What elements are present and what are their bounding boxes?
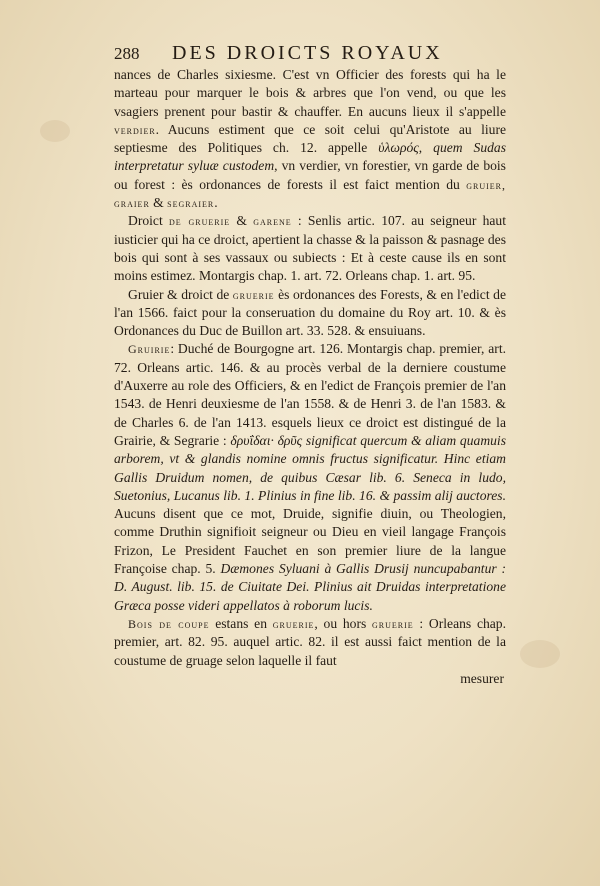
paper-stain (520, 640, 560, 668)
small-caps-term: garene (253, 214, 292, 229)
small-caps-term: gruerie (232, 287, 275, 302)
catchword: mesurer (460, 670, 504, 686)
paragraph-verdier: nances de Charles sixiesme. C'est vn Officier des forests qui ha le marteau pour marquer le bois & arbres que l'on vend, ou que les vsagiers prenent pour bastir & chauffer. En aucuns lieux il s'appelle verdier. Aucuns estiment que ce soit celui qu'Aristote au liure septiesme des Politiques ch. 12. appelle ὑλωρός, quem Sudas interpretatur syluæ custodem, vn verdier, vn forestier, vn garde de bois ou forest : ès ordonances de forests il est faict mention du gruier, graier & segraier. (114, 67, 507, 211)
small-caps-term: gruier, graier (114, 177, 506, 211)
small-caps-term: de gruerie (168, 214, 231, 229)
paper-stain (40, 120, 70, 142)
paragraph-gruirie: Gruirie: Duché de Bourgogne art. 126. Montargis chap. premier, art. 72. Orleans artic. 146. & au procès verbal de la derniere coustume d'Auxerre au role des Officiers, & en l'edict de François premier de l'an 1543. de Henri deuxiesme de l'an 1558. & de Henri 3. de l'an 1583. & de Charles 6. de l'an 1413. esquels lieux ce droict est distingué de la Grairie, & Segrarie : δρυΐδαι· δρῦς significat quercum & aliam quamuis arborem, vt & glandis nomine omnis fructus significatur. Hinc etiam Gallis Druidum nomen, de quibus Cæsar lib. 6. Seneca in ludo, Suetonius, Lucanus lib. 1. Plinius in fine lib. 16. & passim alij auctores. Aucuns disent que ce mot, Druide, signifie diuin, ou Theologien, comme Druthin signifioit seigneur ou Dieu en vieil langage François Frizon, Le President Fauchet en son premier liure de la langue Françoise chap. 5. Dæmones Syluani à Gallis Drusij nuncupabantur : D. August. lib. 15. de Ciuitate Dei. Plinius ait Druidas interpretatione Græca posse videri appellatos à roborum lucis. (114, 341, 507, 613)
small-caps-term: Bois de coupe (128, 616, 210, 631)
page-number: 288 (114, 44, 140, 63)
small-caps-term: gruerie (372, 616, 414, 631)
small-caps-term: gruerie (272, 616, 315, 631)
small-caps-term: verdier (114, 122, 156, 137)
paragraph-gruier: Gruier & droict de gruerie ès ordonances des Forests, & en l'edict de l'an 1566. faict pour la conseruation du domaine du Roy art. 10. & ès Ordonances du Duc de Buillon art. 33. 528. & ensuiuans. (114, 286, 506, 339)
paragraph-bois-de-coupe: Bois de coupe estans en gruerie, ou hors gruerie : Orleans chap. premier, art. 82. 95. auquel artic. 82. il est aussi faict mention de la coustume de gruage selon laquelle il faut mesurer (114, 615, 506, 688)
latin-quote: quem Sudas interpretatur syluæ custodem (114, 140, 507, 174)
small-caps-term: Gruirie (128, 342, 171, 357)
small-caps-term: segraier (167, 196, 215, 211)
greek-word: δρυΐδαι· δρῦς (230, 432, 303, 448)
latin-passage: Dæmones Syluani à Gallis Drusij nuncupabantur : D. August. lib. 15. de Ciuitate Dei. Plinius ait Druidas interpretatione Græca posse videri appellatos à roborum lucis. (114, 561, 506, 613)
latin-passage: significat quercum & aliam quamuis arborem, vt & glandis nomine omnis fructus significatur. Hinc etiam Gallis Druidum nomen, de quibus Cæsar lib. 6. Seneca in ludo, Suetonius, Lucanus lib. 1. Plinius in fine lib. 16. & passim alij auctores. (114, 432, 507, 503)
running-head: DES DROICTS ROYAUX (172, 42, 443, 64)
greek-word: ὑλωρός (378, 140, 419, 156)
text-block (114, 66, 506, 688)
paragraph-droict-gruerie: Droict de gruerie & garene : Senlis artic. 107. au seigneur haut iusticier qui ha ce droict, apertient la chasse & la paisson & pasnage des bois qui sont à ses vassaux ou subiects : Et à ceste cause ils en sont moins estimez. Montargis chap. 1. art. 72. Orleans chap. 1. art. 95. (114, 213, 506, 284)
